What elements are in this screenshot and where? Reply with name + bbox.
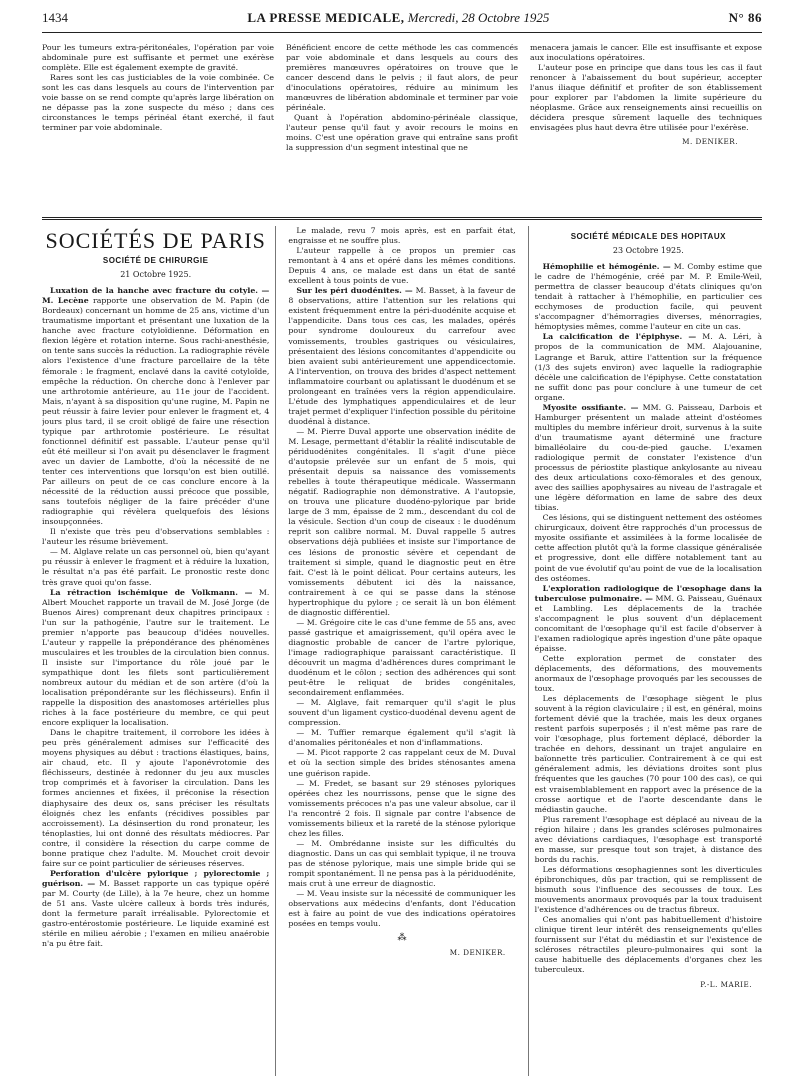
paragraph	[288, 889, 515, 929]
journal-title	[247, 10, 549, 26]
paragraph-heading: Sur les péri duodénites. —	[296, 286, 413, 296]
paragraph-text: — M. Ombrédanne insiste sur les difficultés du diagnostic. Dans un cas qui semblait typique, il ne trouva pas de sténose pylorique, mais une simple bride qui se rompit spontanément. Il ne pensa pas à la périduodénite, mais crut à une erreur de diagnostic.	[288, 838, 516, 889]
paragraph-text: — M. Grégoire cite le cas d'une femme de 55 ans, avec passé gastrique et amaigrissement, qu'il opéra avec le diagnostic probable de cancer de l'artre pylorique, l'image radiographique paraissant caractéristique. Il découvrit un magma d'adhérences dures comprimant le duodénum et le côlon ; section des adhérences qui sont peut-être le reliquat de brides congénitales, secondairement enflammées.	[288, 617, 516, 698]
page-number: 1434	[42, 10, 68, 25]
signature: P.-L. MARIE.	[700, 980, 752, 990]
paragraph	[288, 779, 515, 839]
right-column	[528, 226, 762, 1076]
paragraph	[288, 286, 515, 427]
newspaper-page	[42, 10, 762, 1076]
paragraph	[288, 728, 515, 748]
section-divider	[42, 217, 762, 220]
paragraph-text: Les déplacements de l'œsophage siègent le plus souvent à la région claviculaire ; il est, en général, moins fortement dévié que la trachée, mais les deux organes restent parfois superposés ; il n'est même pas rare de voir l'œsophage, plus fortement déplacé, déborder la trachée en dehors, dessinant un trajet angulaire en baïonnette très particulier. Contrairement à ce qui est généralement admis, les déviations droites sont plus fréquentes que les gauches (70 pour 100 des cas), ce qui est vraisemblablement en rapport avec la présence de la crosse aortique et de l'aorte descendante dans le médiastin gauche.	[534, 694, 762, 814]
session-date: 21 Octobre 1925.	[120, 270, 192, 280]
paragraph	[288, 226, 515, 246]
signature: M. DENIKER.	[449, 948, 506, 958]
society-heading: SOCIÉTÉ MÉDICALE DES HOPITAUX	[570, 232, 726, 241]
section-title: SOCIÉTÉS DE PARIS	[45, 228, 266, 253]
article-body	[288, 226, 515, 929]
paragraph	[535, 915, 762, 975]
paragraph-heading: Perforation d'ulcère pylorique ; pylorectomie ; guérison. —	[42, 868, 270, 888]
middle-column	[288, 226, 515, 1076]
article-body	[42, 286, 269, 949]
paragraph: L'auteur pose en principe que dans tous les cas il faut renoncer à l'abaissement du bout supérieur, accepter l'anus iliaque définitif et profiter de son établissement pour explorer par l'abdomen la limite supérieure du néoplasme. Grâce aux renseignements ainsi recueillis on décidera presque sûrement laquelle des techniques envisagées plus haut devra être utilisée pour l'exérèse.	[530, 63, 762, 133]
paragraph-text: — M. Alglave relate un cas personnel où, bien qu'ayant pu réussir à enlever le fragment et à réduire la luxation, le résultat n'a pas été parfait. Le pronostic reste donc très grave quoi qu'on fasse.	[42, 547, 270, 587]
paragraph	[535, 262, 762, 332]
paragraph	[288, 748, 515, 778]
running-header	[42, 10, 762, 33]
paragraph	[288, 246, 515, 286]
paragraph: menacera jamais le cancer. Elle est insuffisante et expose aux inoculations opératoires.	[530, 43, 762, 63]
paragraph-text: MM. G. Paisseau, Darbois et Hamburger présentent un malade atteint d'ostéomes multiples du membre inférieur droit, survenus à la suite d'un traumatisme ayant déterminé une fracture bimalléolaire du cou-de-pied gauche. L'examen radiologique permit de constater l'existence d'un processus de périostite plastique ankylosante au niveau des deux articulations coxo-fémorales et des genoux, avec des saillies apophysaires au niveau de l'astragale et une légère déformation en lame de sabre des deux tibias.	[534, 402, 762, 513]
paragraph: Quant à l'opération abdomino-périnéale classique, l'auteur pense qu'il faut y avoir recours le moins en moins. C'est une opération grave qui entraîne sans profit la suppression d'un segment intestinal que ne	[286, 113, 518, 153]
paragraph: Bénéficient encore de cette méthode les cas commencés par voie abdominale et dans lesquels au cours des premières manœuvres opératoires on trouve que le cancer descend dans le pelvis ; il faut alors, de peur d'inoculations opératoires, réduire au minimum les manœuvres de libération abdominale et terminer par voie périnéale.	[286, 43, 518, 113]
top-column-2	[286, 43, 518, 211]
paragraph	[42, 527, 269, 547]
paragraph	[42, 588, 269, 729]
paragraph	[535, 584, 762, 654]
top-column-3	[530, 43, 762, 211]
paragraph: Rares sont les cas justiciables de la voie combinée. Ce sont les cas dans lesquels au cours de l'intervention par voie basse on se rend compte qu'après large libération on ne dépasse pas la zone suspecte du méso ; dans ces circonstances le temps périnéal étant exerché, il faut terminer par voie abdominale.	[42, 73, 274, 133]
paragraph	[288, 618, 515, 698]
signature: M. DENIKER.	[682, 137, 738, 147]
paragraph-text: MM. G. Paisseau, Guénaux et Lambling. Les déplacements de la trachée s'accompagnent le plus souvent d'un déplacement concomitant de l'œsophage qu'il est facile d'observer à l'examen radiologique après ingestion d'une pâte opaque épaisse.	[534, 593, 762, 653]
paragraph	[535, 513, 762, 583]
paragraph-text: M. Comby estime que le cadre de l'hémogénie, créé par M. P. Emile-Weil, permettra de classer beaucoup d'états cliniques qu'on tendait à rattacher à l'hémophilie, en particulier ces ecchymoses de production facile, qui peuvent s'accompagner d'hémorragies diverses, ménorragies, hémoptysies mêmes, comme l'auteur en cite un cas.	[534, 262, 762, 332]
paragraph-heading: Myosite ossifiante. —	[542, 402, 639, 412]
top-article-continuation	[42, 43, 762, 211]
paragraph-text: — M. Tuffier remarque également qu'il s'agit là d'anomalies péritonéales et non d'inflammations.	[288, 728, 516, 748]
paragraph	[288, 427, 515, 618]
paragraph-text: Plus rarement l'œsophage est déplacé au niveau de la région hilaire ; dans les grandes scléroses pulmonaires avec déviations cardiaques, l'œsophage est transporté en masse, sur presque tout son trajet, à distance des bords du rachis.	[534, 814, 762, 864]
paragraph-heading: Hémophilie et hémogénie. —	[542, 262, 671, 272]
paragraph-text: Dans le chapitre traitement, il corrobore les idées à peu près généralement admises sur l'efficacité des moyens physiques au début : tractions élastiques, bains, air chaud, etc. Il y ajoute l'aponévrotomie des fléchisseurs, destinée à redonner du jeu aux muscles trop comprimés et à favoriser la circulation. Dans les formes anciennes et fixées, il préconise la résection diaphysaire des deux os, sans préciser les résultats éloignés chez les enfants (récidives possibles par accroissement). La désinsertion du rond pronateur, les ténoplasties, lui ont donné des résultats médiocres. Par contre, il considère la résection du carpe comme de bonne pratique chez l'adulte. M. Mouchet croit devoir faire sur ce point particulier de sérieuses réserves.	[42, 728, 270, 868]
paragraph	[288, 839, 515, 889]
paragraph: Pour les tumeurs extra-péritonéales, l'opération par voie abdominale pure est suffisante et permet une exérèse complète. Elle est également exempte de gravité.	[42, 43, 274, 73]
paragraph-heading: La calcification de l'épiphyse. —	[542, 332, 697, 342]
paragraph-text: L'auteur rappelle à ce propos un premier cas remontant à 4 ans et opéré dans les mêmes conditions. Depuis 4 ans, ce malade est dans un état de santé excellent à tous points de vue.	[288, 246, 516, 286]
paragraph-text: — M. Veau insiste sur la nécessité de communiquer les observations aux médecins d'enfants, dont l'éducation est à faire au point de vue des indications opératoires posées en temps voulu.	[288, 889, 516, 929]
journal-name: LA PRESSE MEDICALE,	[247, 10, 405, 25]
paragraph-text: Ces lésions, qui se distinguent nettement des ostéomes chirurgicaux, doivent être rapprochés d'un processus de myosite ossifiante et assimilées à la forme localisée de cette affection plutôt qu'à la forme classique généralisée et progressive, dont elle diffère notablement tant au point de vue évolutif qu'au point de vue de la localisation des ostéomes.	[534, 513, 762, 583]
paragraph-text: — M. Picot rapporte 2 cas rappelant ceux de M. Duval et où la section simple des brides sténosantes amena une guérison rapide.	[288, 748, 516, 778]
paragraph-text: Le malade, revu 7 mois après, est en parfait état, engraisse et ne souffre plus.	[288, 226, 516, 246]
session-date: 23 Octobre 1925.	[612, 246, 684, 256]
paragraph-text: M. Basset rapporte un cas typique opéré par M. Courty (de Lille), à la 7e heure, chez un homme de 51 ans. Vaste ulcère calleux à bords très indurés, dont la fermeture paraît irréalisable. Pylorectomie et gastro-entérostomie postérieure. Le liquide examiné est stérile en milieu aérobie ; l'examen en milieu anaérobie n'a pu être fait.	[42, 878, 270, 949]
paragraph-text: Cette exploration permet de constater des déplacements, des déformations, des mouvements anormaux de l'œsophage provoqués par les secousses de toux.	[534, 653, 762, 694]
issue-date: Mercredi, 28 Octobre 1925	[407, 10, 550, 25]
paragraph-text: — M. Pierre Duval apporte une observation inédite de M. Lesage, permettant d'établir la réalité indiscutable de périduodénites congénitales. Il s'agit d'une pièce d'autopsie prélevée sur un enfant de 5 mois, qui présentait depuis sa naissance des vomissements rebelles à toute thérapeutique médicale. Wassermann négatif. Radiographie non démonstrative. A l'autopsie, on trouva une plicature duodéno-pylorique par bride large de 3 mm, épaisse de 2 mm., descendant du col de la vésicule. Section d'un coup de ciseaux : le duodénum reprit son calibre normal. M. Duval rappelle 5 autres observations déjà publiées et insiste sur l'importance de ces lésions de pronostic sévère et cependant de traitement si simple, quand le diagnostic peut en être fait. C'est là le point délicat. Pour certains auteurs, les vomissements débutent ici dès la naissance, contrairement à ce qui se passe dans la sténose hypertrophique du pylore ; ce serait là un bon élément de diagnostic différentiel.	[288, 426, 516, 617]
article-body	[535, 262, 762, 975]
paragraph	[535, 403, 762, 514]
paragraph	[288, 698, 515, 728]
paragraph	[535, 815, 762, 865]
paragraph	[42, 728, 269, 869]
paragraph-text: — M. Alglave, fait remarquer qu'il s'agit le plus souvent d'un ligament cystico-duodénal devenu agent de compression.	[288, 698, 516, 728]
paragraph	[42, 869, 269, 949]
paragraph-text: Ces anomalies qui n'ont pas habituellement d'histoire clinique tirent leur intérêt des renseignements qu'elles fournissent sur l'état du médiastin et sur l'existence de scléroses rétractiles pleuro-pulmonaires qui sont la cause habituelle des déplacements d'organes chez les tuberculeux.	[534, 915, 762, 975]
paragraph-text: M. A. Léri, à propos de la communication de MM. Alajouanine, Lagrange et Baruk, attire l'attention sur la fréquence (1/3 des sujets environ) avec laquelle la radiographie décèle une calcification de l'épiphyse. Cette constatation ne suffit donc pas pour conclure à une tumeur de cet organe.	[534, 332, 762, 402]
top-column-1	[42, 43, 274, 211]
societies-section	[42, 226, 762, 1076]
paragraph-text: M. Albert Mouchet rapporte un travail de M. José Jorge (de Buenos Aires) comprenant deux chapitres principaux : l'un sur la pathogénie, l'autre sur le traitement. Le premier n'apporte pas beaucoup d'idées nouvelles. L'auteur y rappelle la prépondérance des phénomènes musculaires et les troubles de la circulation bien connus. Il insiste sur l'importance du rôle joué par le sympathique dont les filets sont particulièrement nombreux autour du médian et de son artère (d'où la localisation prépondérante sur les fléchisseurs). Enfin il rappelle la disposition des anastomoses artérielles plus riches à la face postérieure du membre, ce qui peut encore expliquer la localisation.	[42, 587, 270, 728]
paragraph	[42, 547, 269, 587]
paragraph	[535, 332, 762, 402]
society-heading: SOCIÉTÉ DE CHIRURGIE	[102, 256, 209, 266]
issue-number: N° 86	[728, 10, 762, 25]
paragraph	[535, 865, 762, 915]
paragraph-text: M. Basset, à la faveur de 8 observations, attire l'attention sur les relations qui existent fréquemment entre la péri-duodénite acquise et l'appendicite. Dans tous ces cas, les malades, opérés pour syndrome douloureux du carrefour avec vomissements, troubles gastriques ou vésiculaires, présentaient des lésions concomitantes d'appendicite ou bien avaient subi antérieurement une appendicectomie. A l'intervention, on trouva des brides d'aspect nettement inflammatoire courbant ou aplatissant le duodénum et se prolongeant en traînées vers la région appendiculaire. L'étude des lymphatiques appendiculaires et de leur trajet permet d'expliquer l'infection possible du péritoine duodénal à distance.	[288, 286, 516, 426]
ornament: ⁂	[397, 933, 407, 944]
paragraph	[535, 654, 762, 694]
paragraph-text: Il n'existe que très peu d'observations semblables : l'auteur les résume brièvement.	[42, 527, 270, 547]
paragraph-text: rapporte une observation de M. Papin (de Bordeaux) concernant un homme de 25 ans, victime d'un traumatisme important et présentant une luxation de la hanche avec fracture cotyloïdienne. Déformation en flexion légère et rotation interne. Sous rachi-anesthésie, on tente sans succès la réduction. La radiographie révèle alors l'existence d'une fracture parcellaire de la tête fémorale : le fragment, enclavé dans la cavité cotyloïde, empêche la réduction. On cherche donc à l'enlever par une arthrotomie antérieure, au 11e jour de l'accident. Mais, n'ayant à sa disposition qu'une rugine, M. Papin ne peut réussir à faire levier pour enlever le fragment et, 4 jours plus tard, il se croit obligé de faire une résection typique par arthrotomie postérieure. Le résultat fonctionnel définitif est passable. L'auteur pense qu'il eût été meilleur si l'on avait pu désenclaver le fragment avec un davier de Lambotte, d'où la nécessité de ne tenter ces interventions que lorsqu'on est bien outillé. Par ailleurs on peut de ce cas conclure encore à la nécessité de la réduction aussi précoce que possible, sans toutefois négliger de la faire précéder d'une radiographie qui révèlera quelquefois des lésions insoupçonnées.	[42, 296, 270, 527]
paragraph-text: Les déformations œsophagiennes sont les diverticules épibronchiques, dûs par traction, qui se remplissent de bismuth sous l'influence des secousses de toux. Les mouvements anormaux provoqués par la toux traduisent l'existence d'adhérences ou de tractus fibreux.	[534, 864, 762, 915]
paragraph	[535, 694, 762, 815]
paragraph-heading: La rétraction ischémique de Volkmann. —	[50, 587, 253, 597]
paragraph-text: — M. Fredet, se basant sur 29 sténoses pyloriques opérées chez les nourrissons, pense que le signe des vomissements précoces n'a pas une valeur absolue, car il l'a rencontré 2 fois. Il signale par contre l'absence de vomissements bilieux et la rareté de la sténose pylorique chez les filles.	[288, 778, 516, 838]
left-column	[42, 226, 276, 1076]
paragraph-heading: Luxation de la hanche avec fracture du cotyle. — M. Lecène	[42, 286, 270, 306]
paragraph	[42, 286, 269, 527]
paragraph-heading: L'exploration radiologique de l'œsophage dans la tuberculose pulmonaire. —	[534, 583, 762, 603]
